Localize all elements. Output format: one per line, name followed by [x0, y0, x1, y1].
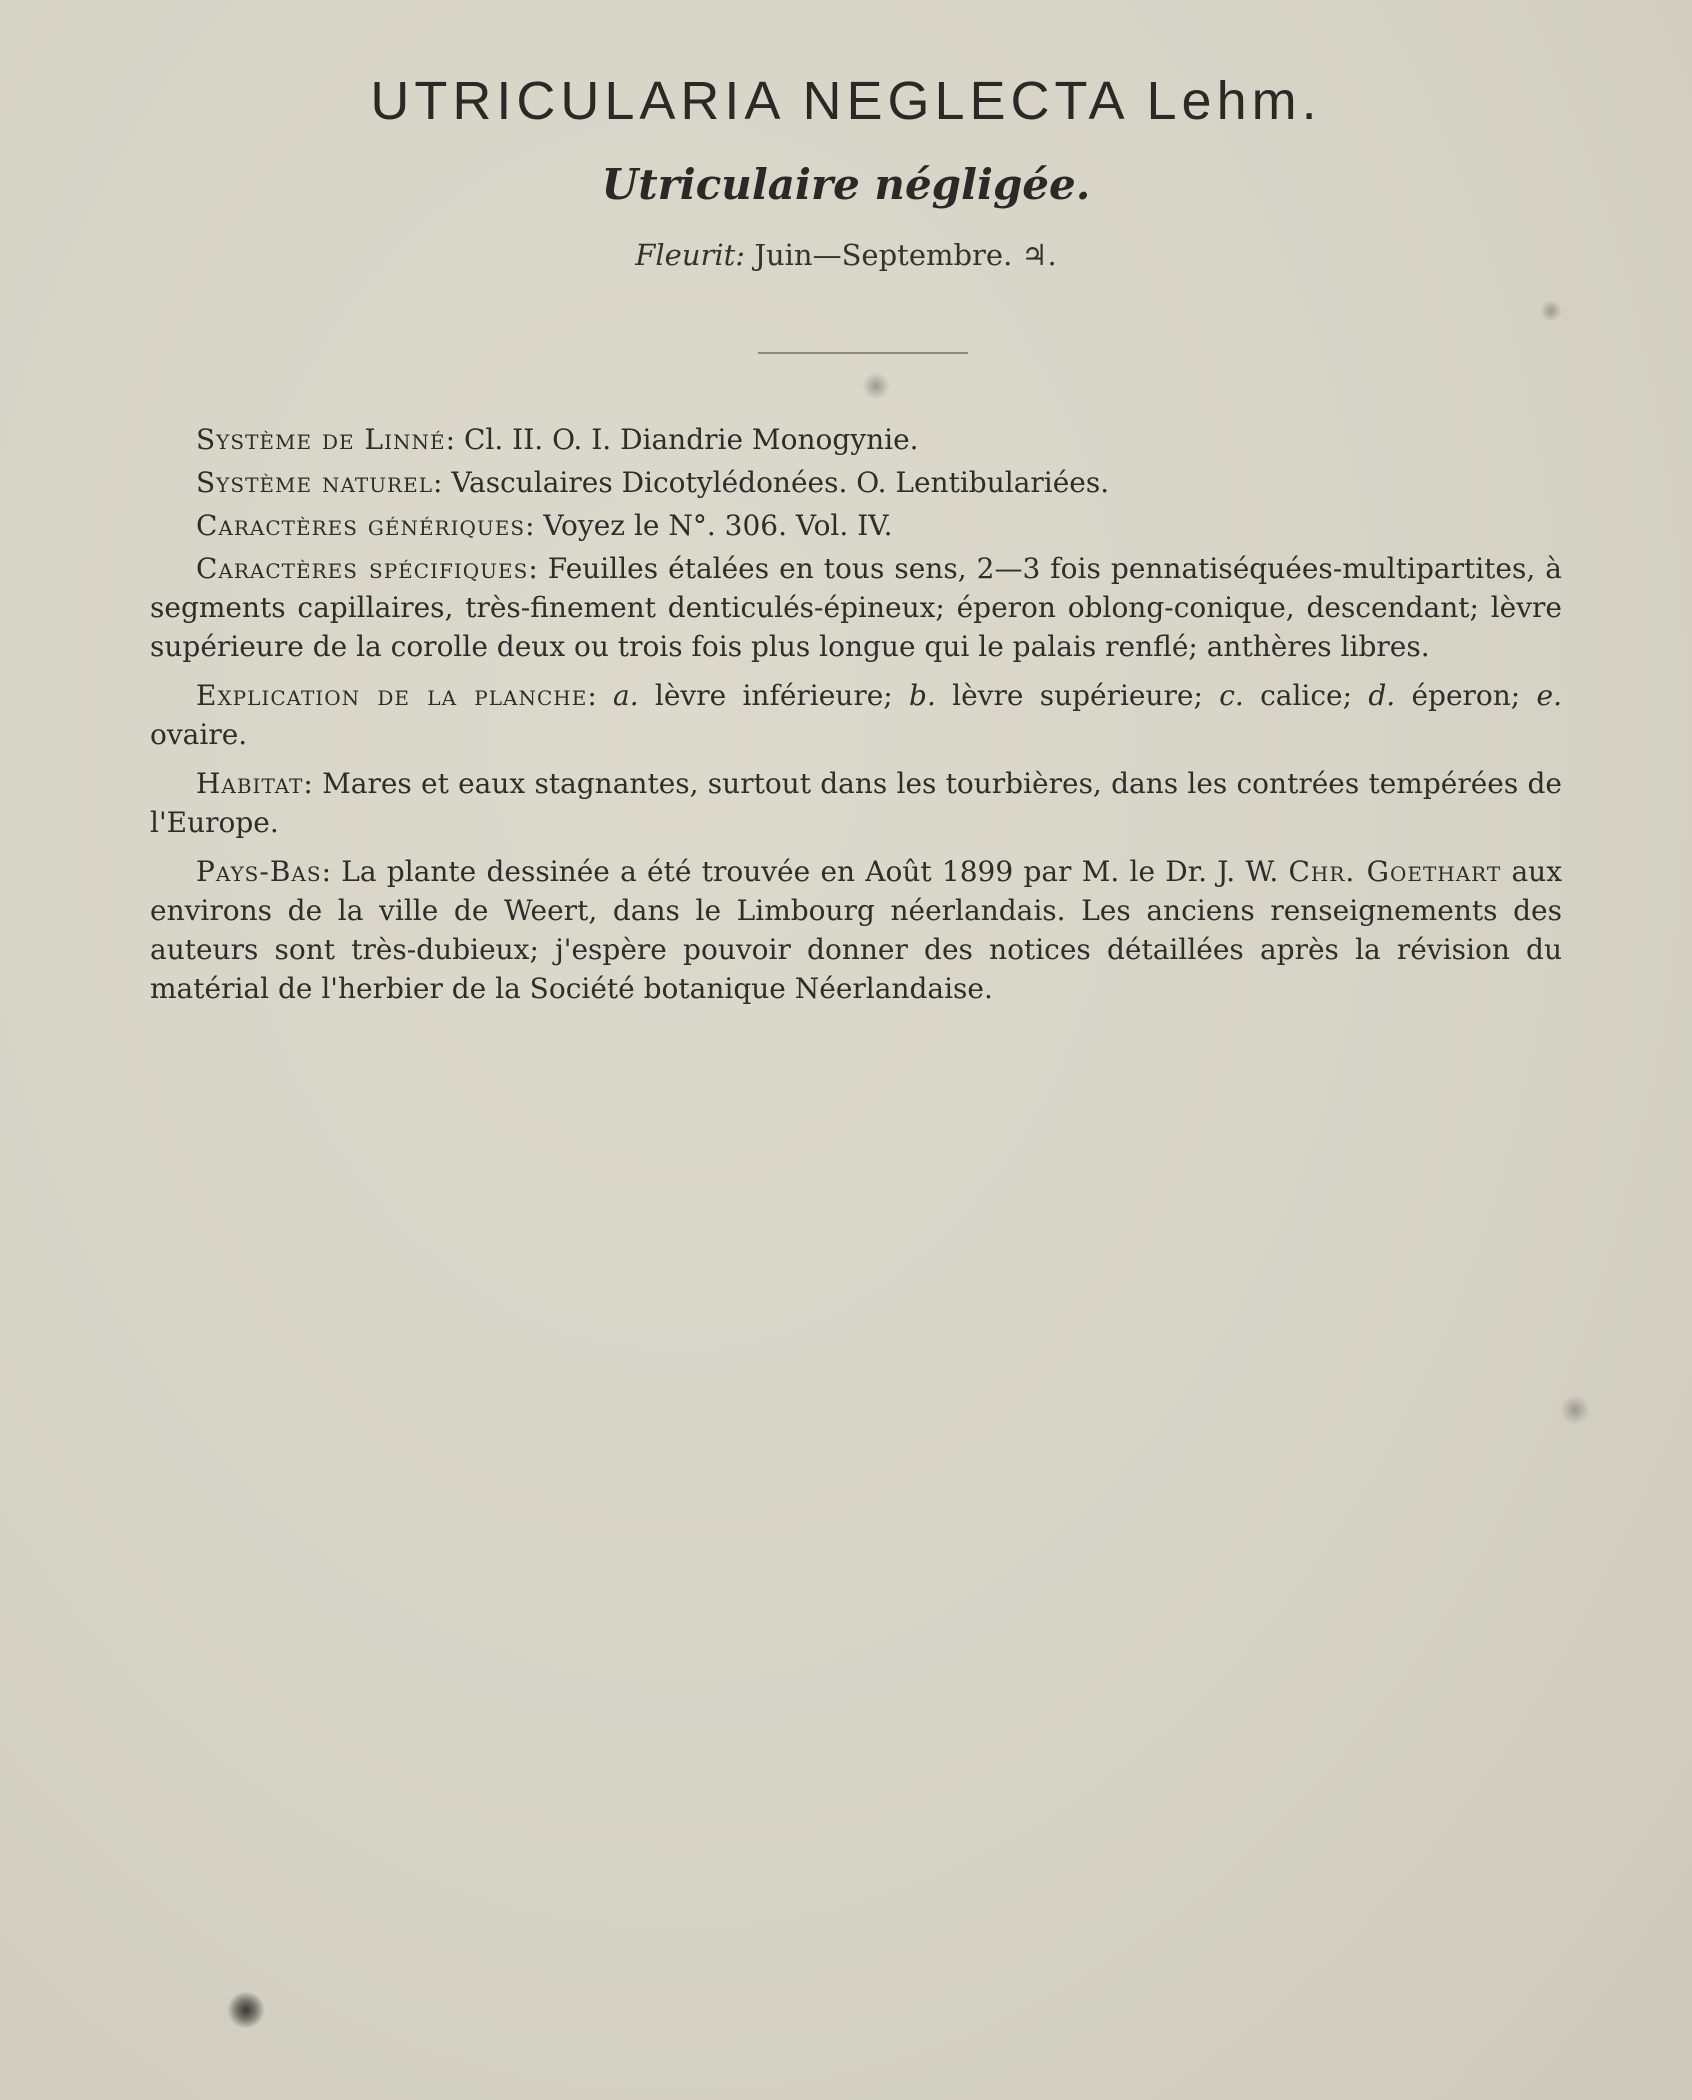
section-text: Vasculaires Dicotylédonées. O. Lentibulariées. — [451, 466, 1110, 499]
plate-item: lèvre inférieure; — [654, 679, 893, 712]
paper-stain — [226, 1992, 266, 2028]
paper-stain — [862, 372, 890, 400]
plate-item: lèvre supérieure; — [952, 679, 1203, 712]
natural-system: Système naturel: Vasculaires Dicotylédonées. O. Lentibulariées. — [196, 466, 1110, 499]
description-body — [150, 420, 1562, 1018]
section-text: Cl. II. O. I. Diandrie Monogynie. — [463, 423, 919, 456]
plate-key: e. — [1536, 679, 1563, 712]
flowering-label: Fleurit: — [635, 238, 746, 272]
plate-explanation: Explication de la planche: a. lèvre inférieure; b. lèvre supérieure; c. calice; d. éperon; e. ovaire. — [150, 679, 1563, 751]
section-text: Feuilles étalées en tous sens, 2—3 fois pennatiséquées-multipartites, à segments capillaires, très-finement denticulés-épineux; éperon oblong-conique, descendant; lèvre supérieure de la corolle deux ou trois fois plus longue qui le palais renflé; anthères libres. — [150, 552, 1562, 663]
section-label: Système naturel — [196, 466, 433, 499]
paper-stain — [1540, 300, 1562, 322]
generic-characters: Caractères génériques: Voyez le N°. 306. Vol. IV. — [196, 509, 893, 542]
section-text: Voyez le N°. 306. Vol. IV. — [543, 509, 893, 542]
plate-key: d. — [1368, 679, 1396, 712]
plate-item: calice; — [1260, 679, 1353, 712]
section-label: Système de Linné — [196, 423, 446, 456]
title-divider — [758, 352, 968, 354]
plate-key: a. — [613, 679, 639, 712]
flowering-value: Juin—Septembre. ♃. — [754, 238, 1057, 272]
section-text: aux environs de la ville de Weert, dans le Limbourg néerlandais. Les anciens renseignements des auteurs sont très-dubieux; j'espère pouvoir donner des notices détaillées après la révision du matérial de l'herbier de la Société botanique Néerlandaise. — [150, 855, 1563, 1005]
common-name: Utriculaire négligée. — [601, 160, 1091, 209]
section-label: Caractères spécifiques — [196, 552, 529, 585]
section-text: La plante dessinée a été trouvée en Août 1899 par M. le Dr. J. W. — [341, 855, 1279, 888]
plate-key: c. — [1219, 679, 1244, 712]
section-label: Explication de la planche — [196, 679, 588, 712]
flowering-period — [0, 238, 1692, 272]
collector-name: Chr. Goethart — [1288, 855, 1502, 888]
linnean-system: Système de Linné: Cl. II. O. I. Diandrie Monogynie. — [196, 423, 919, 456]
specific-characters: Caractères spécifiques: Feuilles étalées en tous sens, 2—3 fois pennatiséquées-multipartites, à segments capillaires, très-finement denticulés-épineux; éperon oblong-conique, descendant; lèvre supérieure de la corolle deux ou trois fois plus longue qui le palais renflé; anthères libres. — [150, 552, 1562, 663]
habitat: Habitat: Mares et eaux stagnantes, surtout dans les tourbières, dans les contrées tempérées de l'Europe. — [150, 767, 1562, 839]
netherlands-records: Pays-Bas: La plante dessinée a été trouvée en Août 1899 par M. le Dr. J. W. Chr. Goethart aux environs de la ville de Weert, dans le Limbourg néerlandais. Les anciens renseignements des auteurs sont très-dubieux; j'espère pouvoir donner des notices détaillées après la révision du matérial de l'herbier de la Société botanique Néerlandaise. — [150, 855, 1563, 1005]
plate-item: ovaire. — [150, 718, 248, 751]
species-title: UTRICULARIA NEGLECTA Lehm. — [370, 71, 1322, 131]
section-text: Mares et eaux stagnantes, surtout dans les tourbières, dans les contrées tempérées de l'Europe. — [150, 767, 1562, 839]
section-label: Caractères génériques — [196, 509, 526, 542]
plate-item: éperon; — [1411, 679, 1521, 712]
plate-key: b. — [909, 679, 936, 712]
section-label: Pays-Bas — [196, 855, 322, 888]
section-label: Habitat — [196, 767, 304, 800]
paper-stain — [1560, 1395, 1590, 1425]
